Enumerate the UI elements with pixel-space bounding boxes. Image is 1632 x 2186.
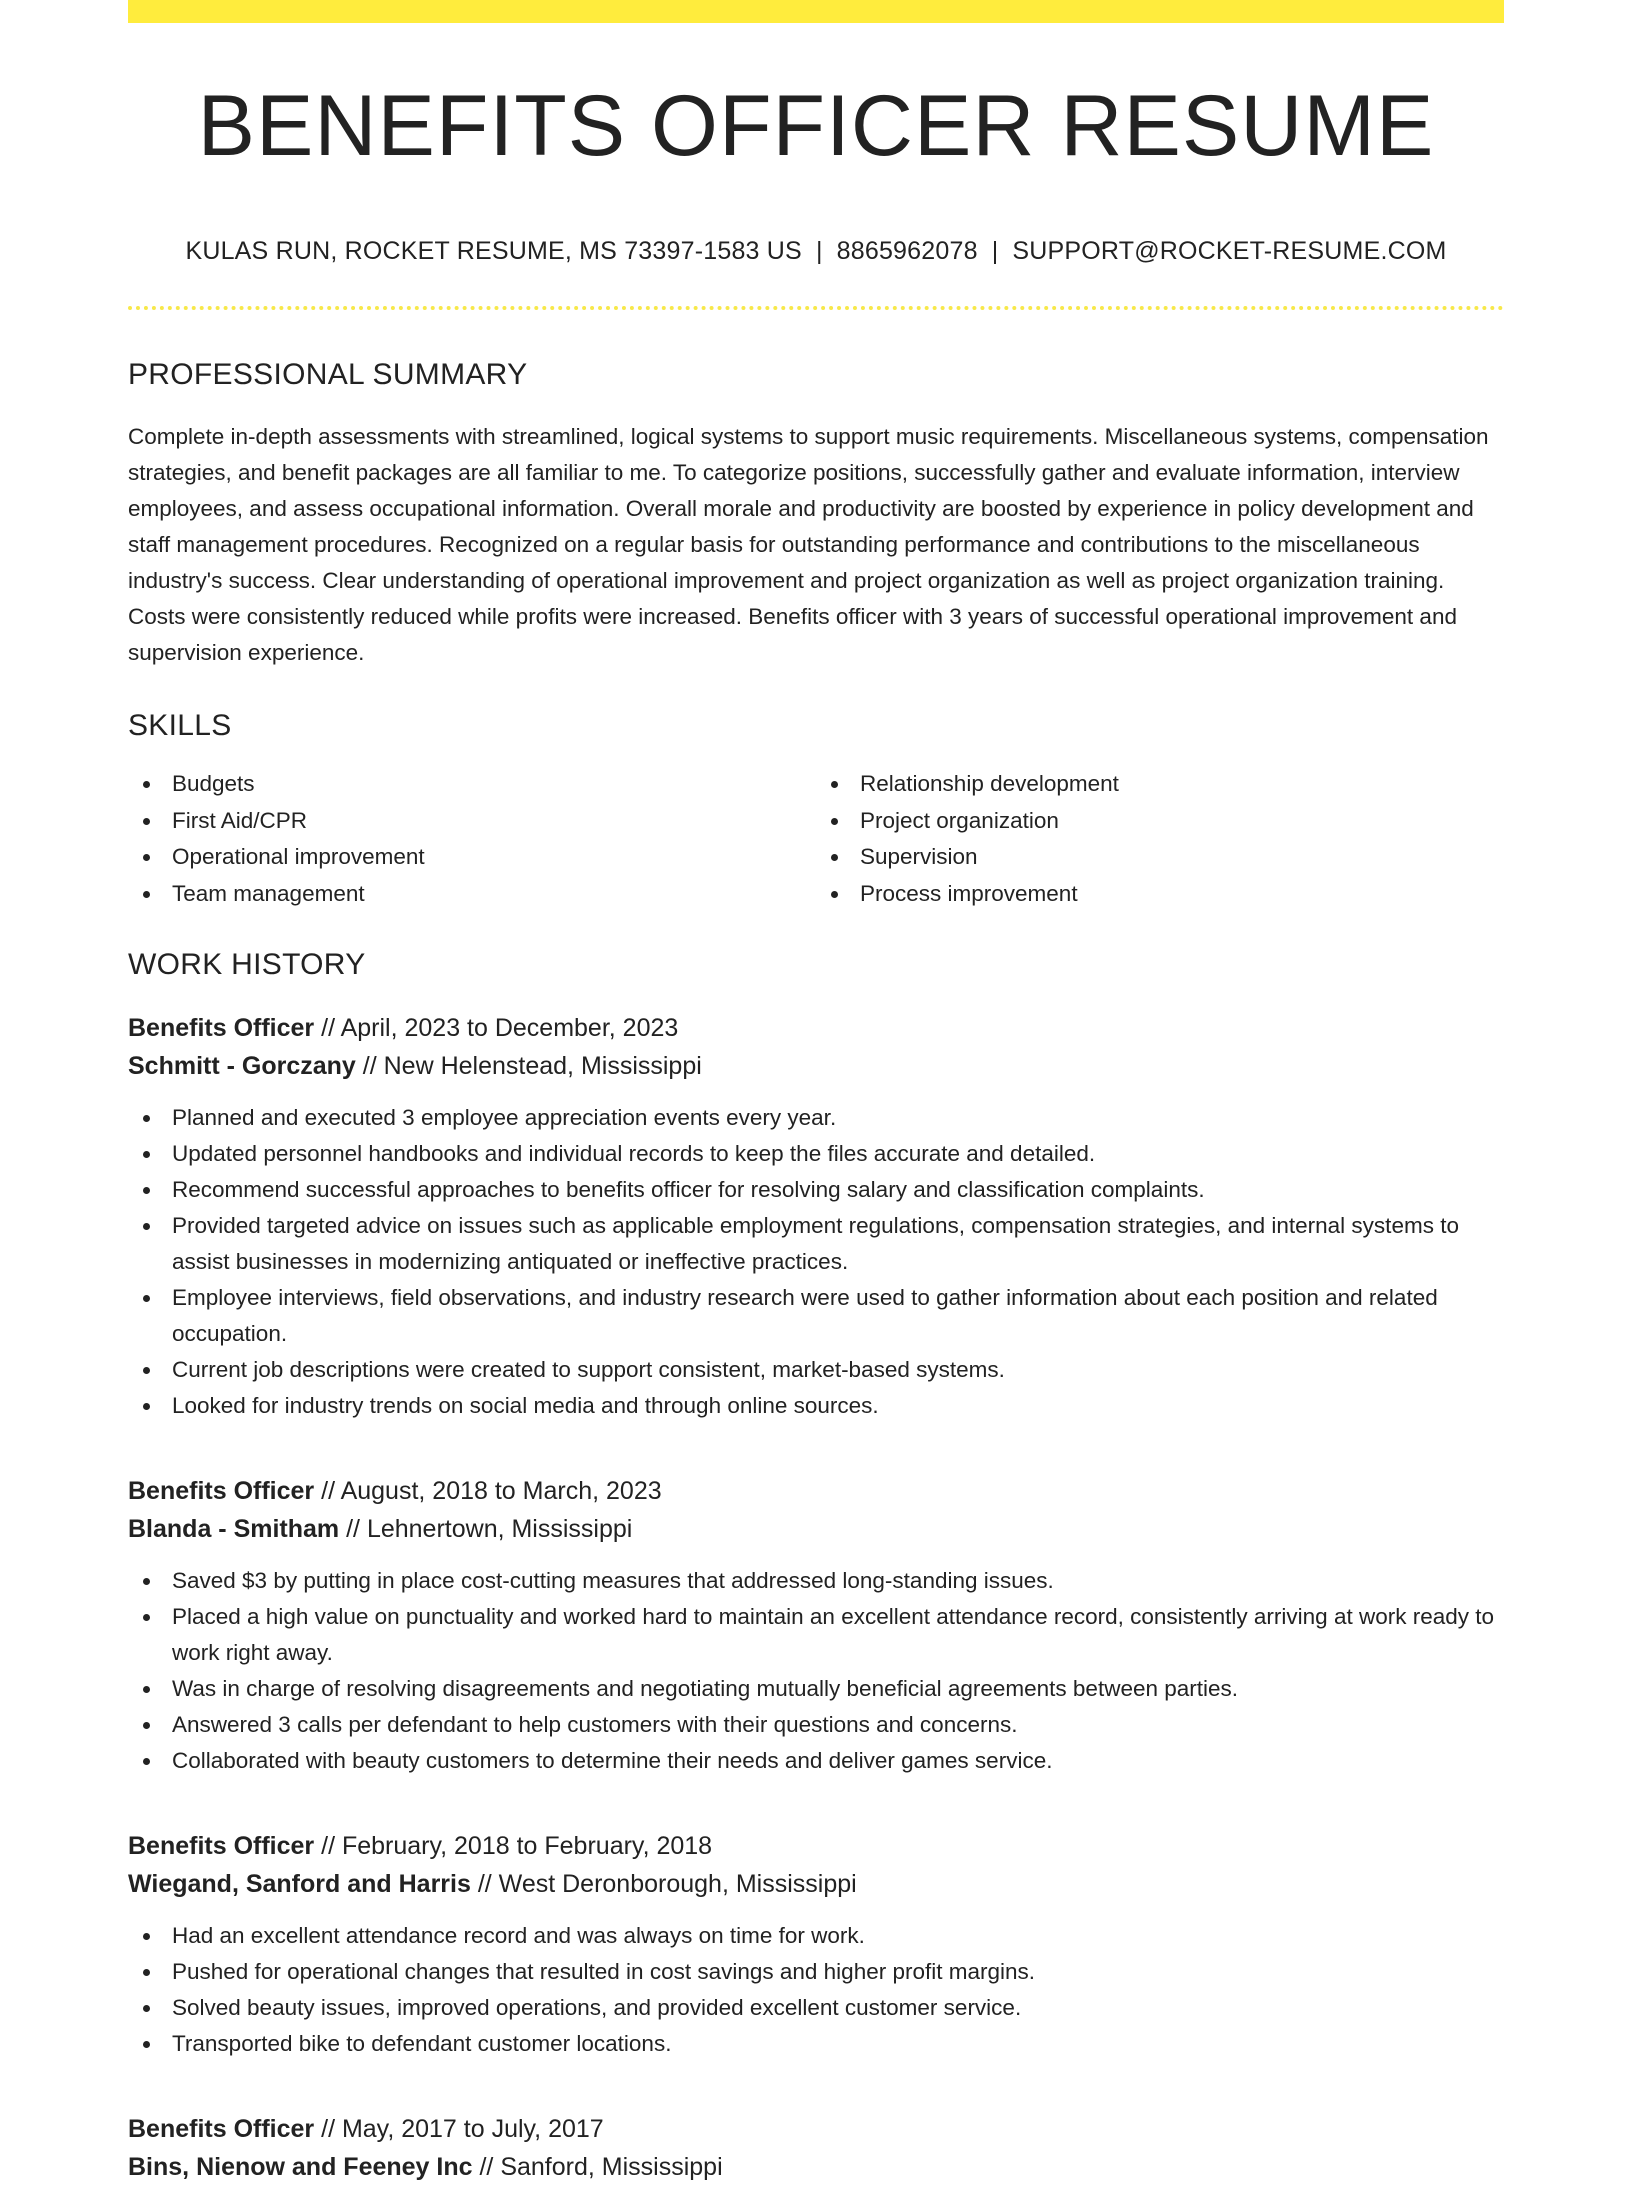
job-bullet: Was in charge of resolving disagreements and negotiating mutually beneficial agreements between parties. <box>128 1671 1504 1707</box>
job-dates: // August, 2018 to March, 2023 <box>314 1477 662 1505</box>
job-company: Bins, Nienow and Feeney Inc <box>128 2153 473 2181</box>
skills-column-left <box>128 766 816 912</box>
skills-heading: SKILLS <box>128 709 232 742</box>
top-accent-bar <box>128 0 1504 23</box>
skill-item: Team management <box>128 876 816 913</box>
job-bullet: Collaborated with beauty customers to determine their needs and deliver games service. <box>128 1743 1504 1779</box>
contact-email: SUPPORT@ROCKET-RESUME.COM <box>1012 237 1447 265</box>
skills-list <box>128 766 1504 912</box>
resume-title: BENEFITS OFFICER RESUME <box>197 78 1435 174</box>
job-title: Benefits Officer <box>128 1832 315 1860</box>
contact-separator: | <box>991 237 999 265</box>
job-title-line <box>128 1009 1504 1047</box>
skill-item: Budgets <box>128 766 816 803</box>
contact-address: KULAS RUN, ROCKET RESUME, MS 73397-1583 US <box>185 237 802 265</box>
job-title-line <box>128 1827 1504 1865</box>
job-company: Blanda - Smitham <box>128 1515 340 1543</box>
job-bullet: Pushed for operational changes that resulted in cost savings and higher profit margins. <box>128 1954 1504 1990</box>
job-bullet: Solved beauty issues, improved operations, and provided excellent customer service. <box>128 1990 1504 2026</box>
job-bullets <box>128 1100 1504 1424</box>
summary-heading: PROFESSIONAL SUMMARY <box>128 358 528 391</box>
skill-item: Operational improvement <box>128 839 816 876</box>
skill-item: Project organization <box>816 803 1504 840</box>
header-divider <box>128 306 1504 310</box>
job-title-line <box>128 2110 1504 2148</box>
job-company: Schmitt - Gorczany <box>128 1052 356 1080</box>
job-location: // West Deronborough, Mississippi <box>470 1870 857 1898</box>
job-location: // Sanford, Mississippi <box>472 2153 723 2181</box>
skill-item: Relationship development <box>816 766 1504 803</box>
job-bullets <box>128 1918 1504 2062</box>
job-title: Benefits Officer <box>128 1477 315 1505</box>
skill-item: First Aid/CPR <box>128 803 816 840</box>
work-history-heading: WORK HISTORY <box>128 948 366 981</box>
contact-phone: 8865962078 <box>836 237 978 265</box>
job-location: // Lehnertown, Mississippi <box>339 1515 633 1543</box>
job-title: Benefits Officer <box>128 2115 315 2143</box>
job-dates: // April, 2023 to December, 2023 <box>314 1014 679 1042</box>
job-bullet: Planned and executed 3 employee appreciation events every year. <box>128 1100 1504 1136</box>
job-bullet: Saved $3 by putting in place cost-cutting measures that addressed long-standing issues. <box>128 1563 1504 1599</box>
job-bullet: Transported bike to defendant customer locations. <box>128 2026 1504 2062</box>
resume-page <box>128 0 1504 2186</box>
job-bullet: Looked for industry trends on social media and through online sources. <box>128 1388 1504 1424</box>
job-entry <box>128 1472 1504 1779</box>
skills-column-right <box>816 766 1504 912</box>
contact-line <box>128 237 1504 266</box>
job-bullet: Updated personnel handbooks and individual records to keep the files accurate and detailed. <box>128 1136 1504 1172</box>
summary-text: Complete in-depth assessments with streamlined, logical systems to support music requirements. Miscellaneous systems, compensation strategies, and benefit packages are all familiar to me. To categorize positions, successfully gather and evaluate information, interview employees, and assess occupational information. Overall morale and productivity are boosted by experience in policy development and staff management procedures. Recognized on a regular basis for outstanding performance and contributions to the miscellaneous industry's success. Clear understanding of operational improvement and project organization as well as project organization training. Costs were consistently reduced while profits were increased. Benefits officer with 3 years of successful operational improvement and supervision experience. <box>128 424 1489 665</box>
job-bullet: Placed a high value on punctuality and worked hard to maintain an excellent attendance record, consistently arriving at work ready to work right away. <box>128 1599 1504 1671</box>
job-bullet: Provided targeted advice on issues such as applicable employment regulations, compensation strategies, and internal systems to assist businesses in modernizing antiquated or ineffective practices. <box>128 1208 1504 1280</box>
job-location: // New Helenstead, Mississippi <box>355 1052 702 1080</box>
job-bullet: Employee interviews, field observations, and industry research were used to gather information about each position and related occupation. <box>128 1280 1504 1352</box>
job-dates: // February, 2018 to February, 2018 <box>314 1832 713 1860</box>
skill-item: Supervision <box>816 839 1504 876</box>
job-bullet: Had an excellent attendance record and was always on time for work. <box>128 1918 1504 1954</box>
job-company-line <box>128 1047 1504 1085</box>
job-bullet: Answered 3 calls per defendant to help customers with their questions and concerns. <box>128 1707 1504 1743</box>
job-entry <box>128 1009 1504 1424</box>
job-entry <box>128 2110 1504 2186</box>
job-bullet: Current job descriptions were created to support consistent, market-based systems. <box>128 1352 1504 1388</box>
job-company-line <box>128 2148 1504 2186</box>
job-entry <box>128 1827 1504 2062</box>
job-company: Wiegand, Sanford and Harris <box>128 1870 471 1898</box>
job-company-line <box>128 1865 1504 1903</box>
job-company-line <box>128 1510 1504 1548</box>
job-dates: // May, 2017 to July, 2017 <box>314 2115 604 2143</box>
job-title: Benefits Officer <box>128 1014 315 1042</box>
job-title-line <box>128 1472 1504 1510</box>
contact-separator: | <box>815 237 823 265</box>
job-bullets <box>128 1563 1504 1779</box>
skill-item: Process improvement <box>816 876 1504 913</box>
job-bullet: Recommend successful approaches to benefits officer for resolving salary and classification complaints. <box>128 1172 1504 1208</box>
